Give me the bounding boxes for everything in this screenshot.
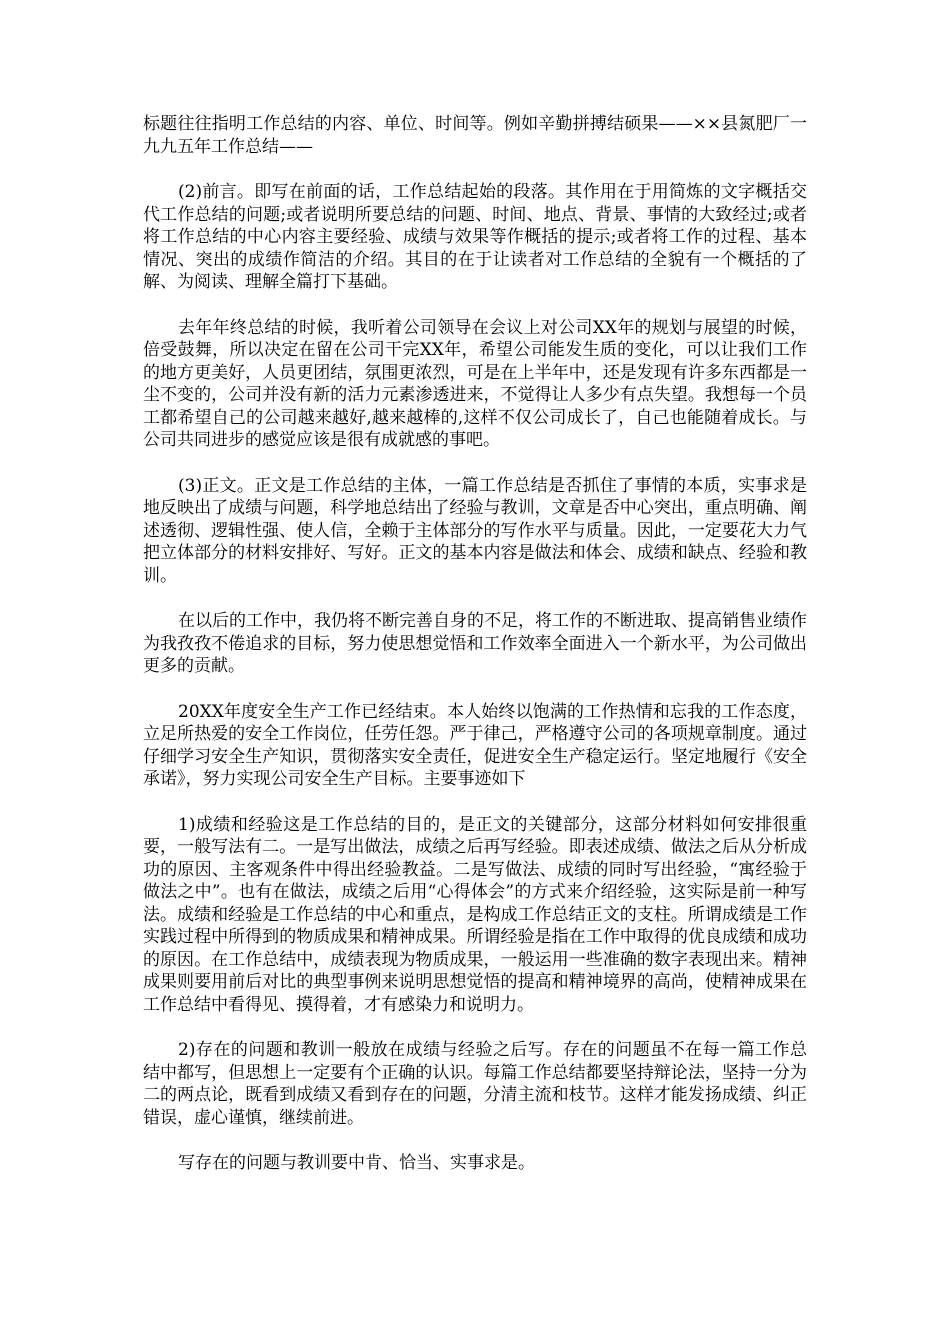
paragraph-future-work: 在以后的工作中，我仍将不断完善自身的不足，将工作的不断进取、提高销售业绩作为我孜孜不倦追求的目标，努力使思想觉悟和工作效率全面进入一个新水平，为公司做出更多的贡献。	[143, 611, 807, 676]
paragraph-problems-lessons: 2)存在的问题和教训一般放在成绩与经验之后写。存在的问题虽不在每一篇工作总结中都写，但思想上一定要有个正确的认识。每篇工作总结都要坚持辩论法，坚持一分为二的两点论，既看到成绩又看到存在的问题，分清主流和枝节。这样才能发扬成绩、纠正错误，虚心谨慎，继续前进。	[143, 1040, 807, 1128]
paragraph-title-intro: 标题往往指明工作总结的内容、单位、时间等。例如辛勤拼搏结硕果——××县氮肥厂一九九五年工作总结——	[143, 114, 807, 157]
paragraph-safety-production: 20XX年度安全生产工作已经结束。本人始终以饱满的工作热情和忘我的工作态度，立足所热爱的安全工作岗位，任劳任怨。严于律己，严格遵守公司的各项规章制度。通过仔细学习安全生产知识，贯彻落实安全责任，促进安全生产稳定运行。坚定地履行《安全承诺》，努力实现公司安全生产目标。主要事迹如下	[143, 701, 807, 789]
document-body	[143, 113, 807, 1198]
paragraph-achievements-experience: 1)成绩和经验这是工作总结的目的，是正文的关键部分，这部分材料如何安排很重要，一般写法有二。一是写出做法，成绩之后再写经验。即表述成绩、做法之后从分析成功的原因、主客观条件中得出经验教益。二是写做法、成绩的同时写出经验，“寓经验于做法之中”。也有在做法，成绩之后用“心得体会”的方式来介绍经验，这实际是前一种写法。成绩和经验是工作总结的中心和重点，是构成工作总结正文的支柱。所谓成绩是工作实践过程中所得到的物质成果和精神成果。所谓经验是指在工作中取得的优良成绩和成功的原因。在工作总结中，成绩表现为物质成果，一般运用一些准确的数字表现出来。精神成果则要用前后对比的典型事例来说明思想觉悟的提高和精神境界的高尚，使精神成果在工作总结中看得见、摸得着，才有感染力和说明力。	[143, 814, 807, 1015]
paragraph-year-end-review: 去年年终总结的时候，我听着公司领导在会议上对公司XX年的规划与展望的时候，倍受鼓舞，所以决定在留在公司干完XX年，希望公司能发生质的变化，可以让我们工作的地方更美好，人员更团结，氛围更浓烈，可是在上半年中，还是发现有许多东西都是一尘不变的，公司并没有新的活力元素渗透进来，不觉得让人多少有点失望。我想每一个员工都希望自己的公司越来越好,越来越棒的,这样不仅公司成长了，自己也能随着成长。与公司共同进步的感觉应该是很有成就感的事吧。	[143, 317, 807, 450]
paragraph-main-body: (3)正文。正文是工作总结的主体，一篇工作总结是否抓住了事情的本质，实事求是地反映出了成绩与问题，科学地总结出了经验与教训，文章是否中心突出，重点明确、阐述透彻、逻辑性强、使人信，全赖于主体部分的写作水平与质量。因此，一定要花大力气把立体部分的材料安排好、写好。正文的基本内容是做法和体会、成绩和缺点、经验和教训。	[143, 475, 807, 586]
paragraph-closing: 写存在的问题与教训要中肯、恰当、实事求是。	[178, 1153, 535, 1173]
paragraph-preface: (2)前言。即写在前面的话，工作总结起始的段落。其作用在于用简炼的文字概括交代工作总结的问题;或者说明所要总结的问题、时间、地点、背景、事情的大致经过;或者将工作总结的中心内容主要经验、成绩与效果等作概括的提示;或者将工作的过程、基本情况、突出的成绩作简洁的介绍。其目的在于让读者对工作总结的全貌有一个概括的了解、为阅读、理解全篇打下基础。	[143, 182, 807, 292]
